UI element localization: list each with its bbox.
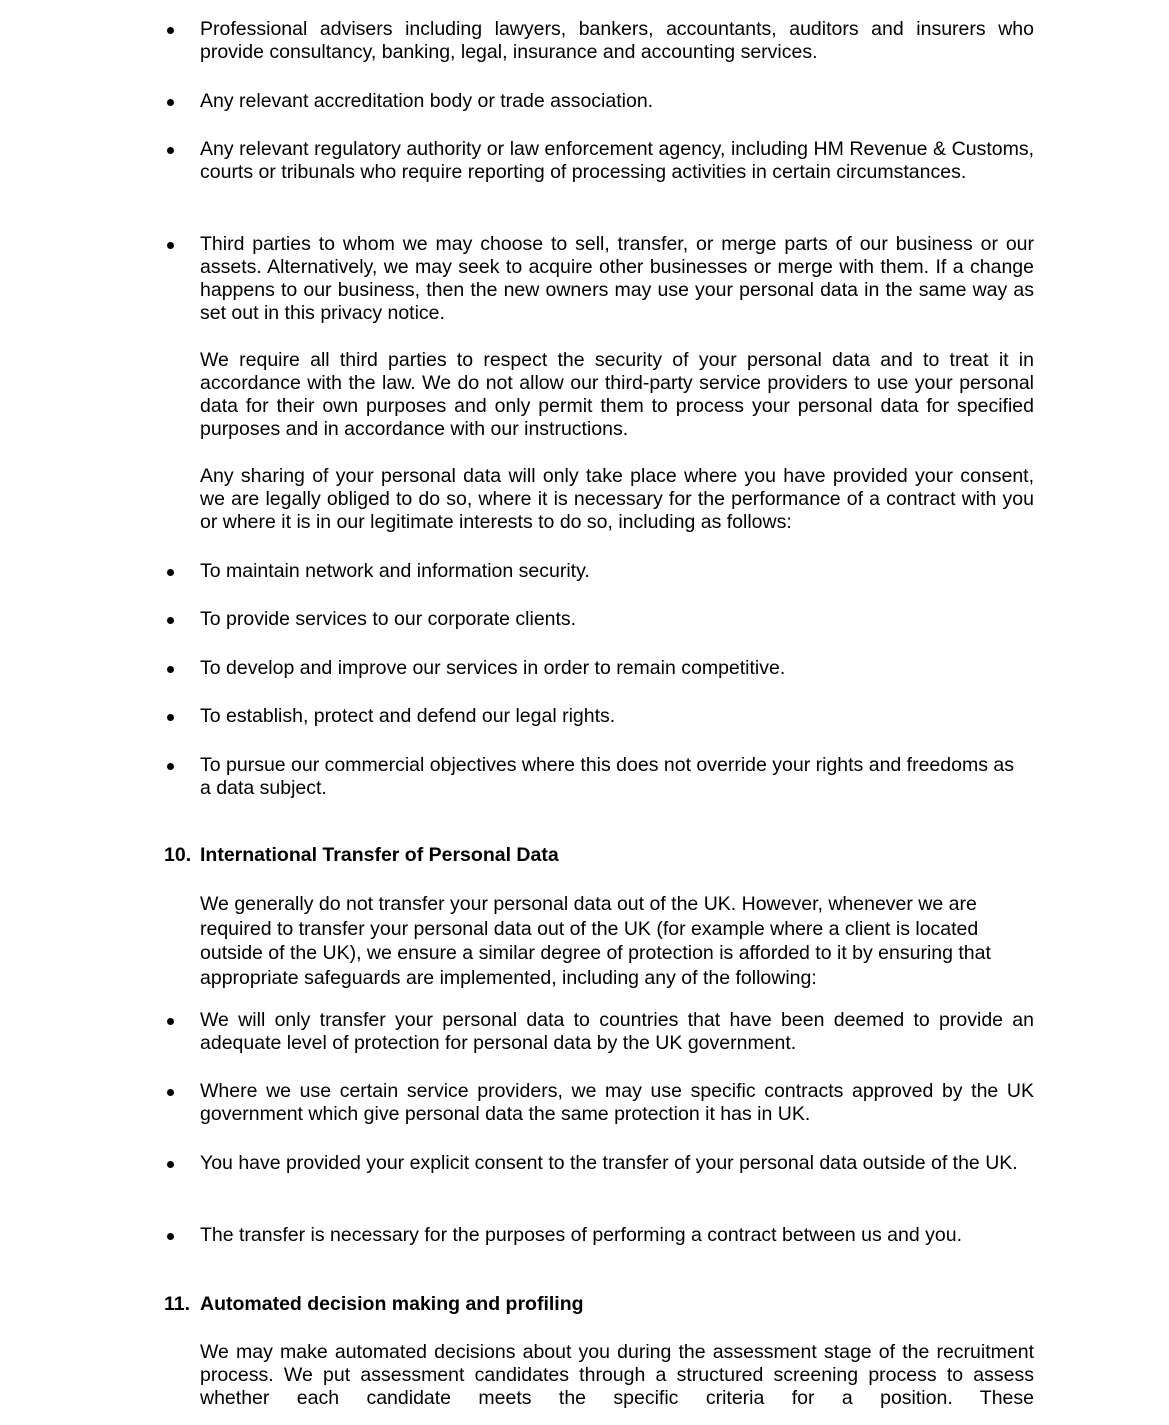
bullet-icon	[164, 90, 178, 113]
bullet-icon	[164, 1152, 178, 1175]
bullet-icon	[164, 1009, 178, 1032]
bullet-icon	[164, 138, 178, 161]
section-number: 10.	[164, 844, 192, 866]
section-title: Automated decision making and profiling	[200, 1293, 584, 1315]
list-item: To develop and improve our services in order to remain competitive.	[200, 657, 786, 679]
list-item: Third parties to whom we may choose to sell, transfer, or merge parts of our business or our assets. Alternatively, we may seek to acquire other businesses or merge with them. If a change happens to our business, then the new owners may use your personal data in the same way as set out in this privacy notice.	[200, 233, 1034, 324]
list-item: Any relevant regulatory authority or law enforcement agency, including HM Revenue & Customs, courts or tribunals who require reporting of processing activities in certain circumstances.	[200, 138, 1034, 183]
bullet-icon	[164, 560, 178, 583]
list-item: To pursue our commercial objectives where this does not override your rights and freedoms as a data subject.	[200, 754, 1014, 799]
bullet-icon	[164, 18, 178, 41]
bullet-icon	[164, 705, 178, 728]
bullet-icon	[164, 1080, 178, 1103]
paragraph: Any sharing of your personal data will only take place where you have provided your consent, we are legally obliged to do so, where it is necessary for the performance of a contract with you or where it is in our legitimate interests to do so, including as follows:	[200, 465, 1034, 533]
bullet-icon	[164, 608, 178, 631]
list-item: To provide services to our corporate clients.	[200, 608, 577, 630]
bullet-icon	[164, 1224, 178, 1247]
section-heading	[164, 844, 1034, 867]
list-item: To establish, protect and defend our legal rights.	[200, 705, 616, 727]
list-item: You have provided your explicit consent to the transfer of your personal data outside of the UK.	[200, 1152, 1018, 1174]
list-item: We will only transfer your personal data to countries that have been deemed to provide an adequate level of protection for personal data by the UK government.	[200, 1009, 1034, 1054]
list-item: Professional advisers including lawyers, bankers, accountants, auditors and insurers who provide consultancy, banking, legal, insurance and accounting services.	[200, 18, 1034, 63]
paragraph: We generally do not transfer your personal data out of the UK. However, whenever we are required to transfer your personal data out of the UK (for example where a client is located outside of the UK), we ensure a similar degree of protection is afforded to it by ensuring that appropriate safeguards are implemented, including any of the following:	[200, 893, 991, 989]
list-item: The transfer is necessary for the purposes of performing a contract between us and you.	[200, 1224, 962, 1246]
paragraph: We require all third parties to respect the security of your personal data and to treat it in accordance with the law. We do not allow our third-party service providers to use your personal data for their own purposes and only permit them to process your personal data for specified purposes and in accordance with our instructions.	[200, 349, 1034, 440]
bullet-icon	[164, 754, 178, 777]
section-number: 11.	[164, 1293, 191, 1315]
list-item: To maintain network and information security.	[200, 560, 590, 582]
list-item: Where we use certain service providers, we may use specific contracts approved by the UK government which give personal data the same protection it has in UK.	[200, 1080, 1034, 1125]
paragraph: We may make automated decisions about you during the assessment stage of the recruitment process. We put assessment candidates through a structured screening process to assess whether each candidate meets the specific criteria for a position. These	[200, 1341, 1034, 1409]
bullet-icon	[164, 233, 178, 256]
section-heading	[164, 1293, 1034, 1316]
section-title: International Transfer of Personal Data	[200, 844, 559, 866]
list-item: Any relevant accreditation body or trade association.	[200, 90, 654, 112]
bullet-icon	[164, 657, 178, 680]
